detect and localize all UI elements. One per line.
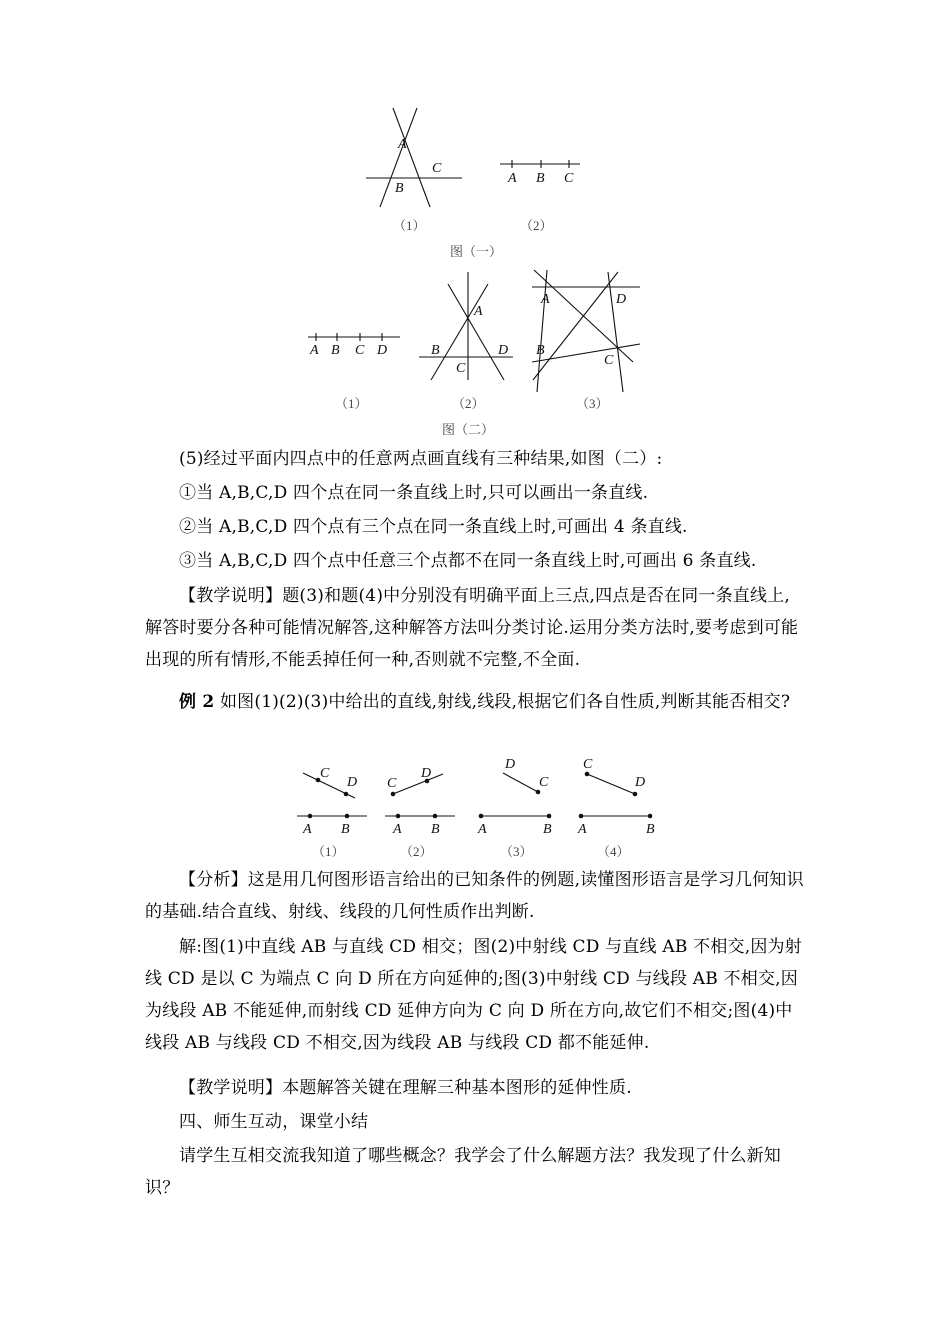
example-2-label: 例 2 — [179, 692, 215, 712]
paragraph-case-2: ②当 A,B,C,D 四个点有三个点在同一条直线上时,可画出 4 条直线. — [179, 517, 688, 537]
paragraph-five-case: (5)经过平面内四点中的任意两点画直线有三种结果,如图（二）: — [179, 449, 663, 469]
caption-sub1: （1） — [335, 396, 368, 411]
label-B: B — [543, 822, 552, 837]
figure-3-item2 — [385, 766, 455, 859]
label-C: C — [539, 775, 549, 790]
label-C: C — [583, 757, 593, 772]
label-C: C — [564, 171, 574, 186]
paragraph-analysis: 【分析】这是用几何图形语言给出的已知条件的例题,读懂图形语言是学习几何知识的基础.结合直线、射线、线段的几何性质作出判断. — [145, 870, 804, 922]
caption-item3: （3） — [500, 844, 533, 859]
figure-1-caption: 图（一） — [450, 244, 503, 259]
section-heading: 四、师生互动，课堂小结 — [179, 1112, 369, 1132]
figure-1-sub2 — [500, 160, 580, 233]
label-A: A — [474, 304, 483, 319]
label-D: D — [505, 757, 516, 772]
label-D: D — [498, 343, 509, 358]
label-B: B — [646, 822, 655, 837]
figure-2 — [300, 262, 650, 440]
figure-3 — [285, 752, 675, 862]
paragraph-teaching-note: 【教学说明】题(3)和题(4)中分别没有明确平面上三点,四点是否在同一条直线上,解答时要分各种可能情况解答,这种解答方法叫分类讨论.运用分类方法时,要考虑到可能出现的所有情形,不能丢掉任何一种,否则就不完整,不全面. — [145, 586, 799, 670]
label-C: C — [355, 343, 365, 358]
label-D: D — [347, 775, 358, 790]
label-B: B — [431, 343, 440, 358]
caption-sub2: （2） — [520, 218, 553, 233]
paragraph-solution: 解:图(1)中直线 AB 与直线 CD 相交；图(2)中射线 CD 与直线 AB 不相交,因为射线 CD 是以 C 为端点 C 向 D 所在方向延伸的;图(3)中射线 CD 与线段 AB 不相交,因为线段 AB 不能延伸,而射线 CD 延伸方向为 C 向 D 所在方向,故它们不相交;图(4)中线段 AB 与线段 CD 不相交,因为线段 AB 与线段 CD 都不能延伸. — [145, 937, 802, 1053]
caption-sub1: （1） — [393, 218, 426, 233]
figure-1-sub1 — [366, 108, 462, 233]
paragraph-teaching-note-2: 【教学说明】本题解答关键在理解三种基本图形的延伸性质. — [179, 1078, 632, 1098]
label-A: A — [303, 822, 312, 837]
figure-3-item1 — [297, 766, 367, 859]
figure-3-item3 — [477, 757, 552, 859]
label-A: A — [541, 292, 550, 307]
label-A: A — [398, 137, 407, 152]
caption-item1: （1） — [312, 844, 345, 859]
paragraph-summary: 请学生互相交流我知道了哪些概念？我学会了什么解题方法？我发现了什么新知识？ — [145, 1146, 781, 1198]
label-B: B — [536, 343, 545, 358]
label-A: A — [310, 343, 319, 358]
figure-3-item4 — [577, 757, 655, 859]
example-2-text: 如图(1)(2)(3)中给出的直线,射线,线段,根据它们各自性质,判断其能否相交? — [214, 692, 791, 712]
label-D: D — [377, 343, 388, 358]
label-C: C — [456, 361, 466, 376]
label-A: A — [578, 822, 587, 837]
paragraph-case-1: ①当 A,B,C,D 四个点在同一条直线上时,只可以画出一条直线. — [179, 483, 649, 503]
label-D: D — [421, 766, 432, 781]
label-C: C — [604, 353, 614, 368]
label-B: B — [431, 822, 440, 837]
figure-2-sub3 — [532, 270, 640, 411]
paragraph-example-2 — [145, 686, 807, 718]
label-A: A — [508, 171, 517, 186]
label-B: B — [536, 171, 545, 186]
label-A: A — [478, 822, 487, 837]
label-D: D — [616, 292, 627, 307]
figure-2-sub2 — [419, 272, 513, 411]
label-B: B — [341, 822, 350, 837]
label-B: B — [395, 181, 404, 196]
label-C: C — [432, 161, 442, 176]
caption-item2: （2） — [400, 844, 433, 859]
caption-sub2: （2） — [452, 396, 485, 411]
caption-item4: （4） — [597, 844, 630, 859]
label-D: D — [635, 775, 646, 790]
figure-1 — [350, 100, 610, 265]
label-C: C — [387, 776, 397, 791]
label-A: A — [393, 822, 402, 837]
figure-2-sub1 — [308, 333, 400, 411]
paragraph-case-3: ③当 A,B,C,D 四个点中任意三个点都不在同一条直线上时,可画出 6 条直线. — [179, 551, 757, 571]
label-C: C — [320, 766, 330, 781]
label-B: B — [331, 343, 340, 358]
figure-2-caption: 图（二） — [442, 422, 495, 437]
caption-sub3: （3） — [576, 396, 609, 411]
